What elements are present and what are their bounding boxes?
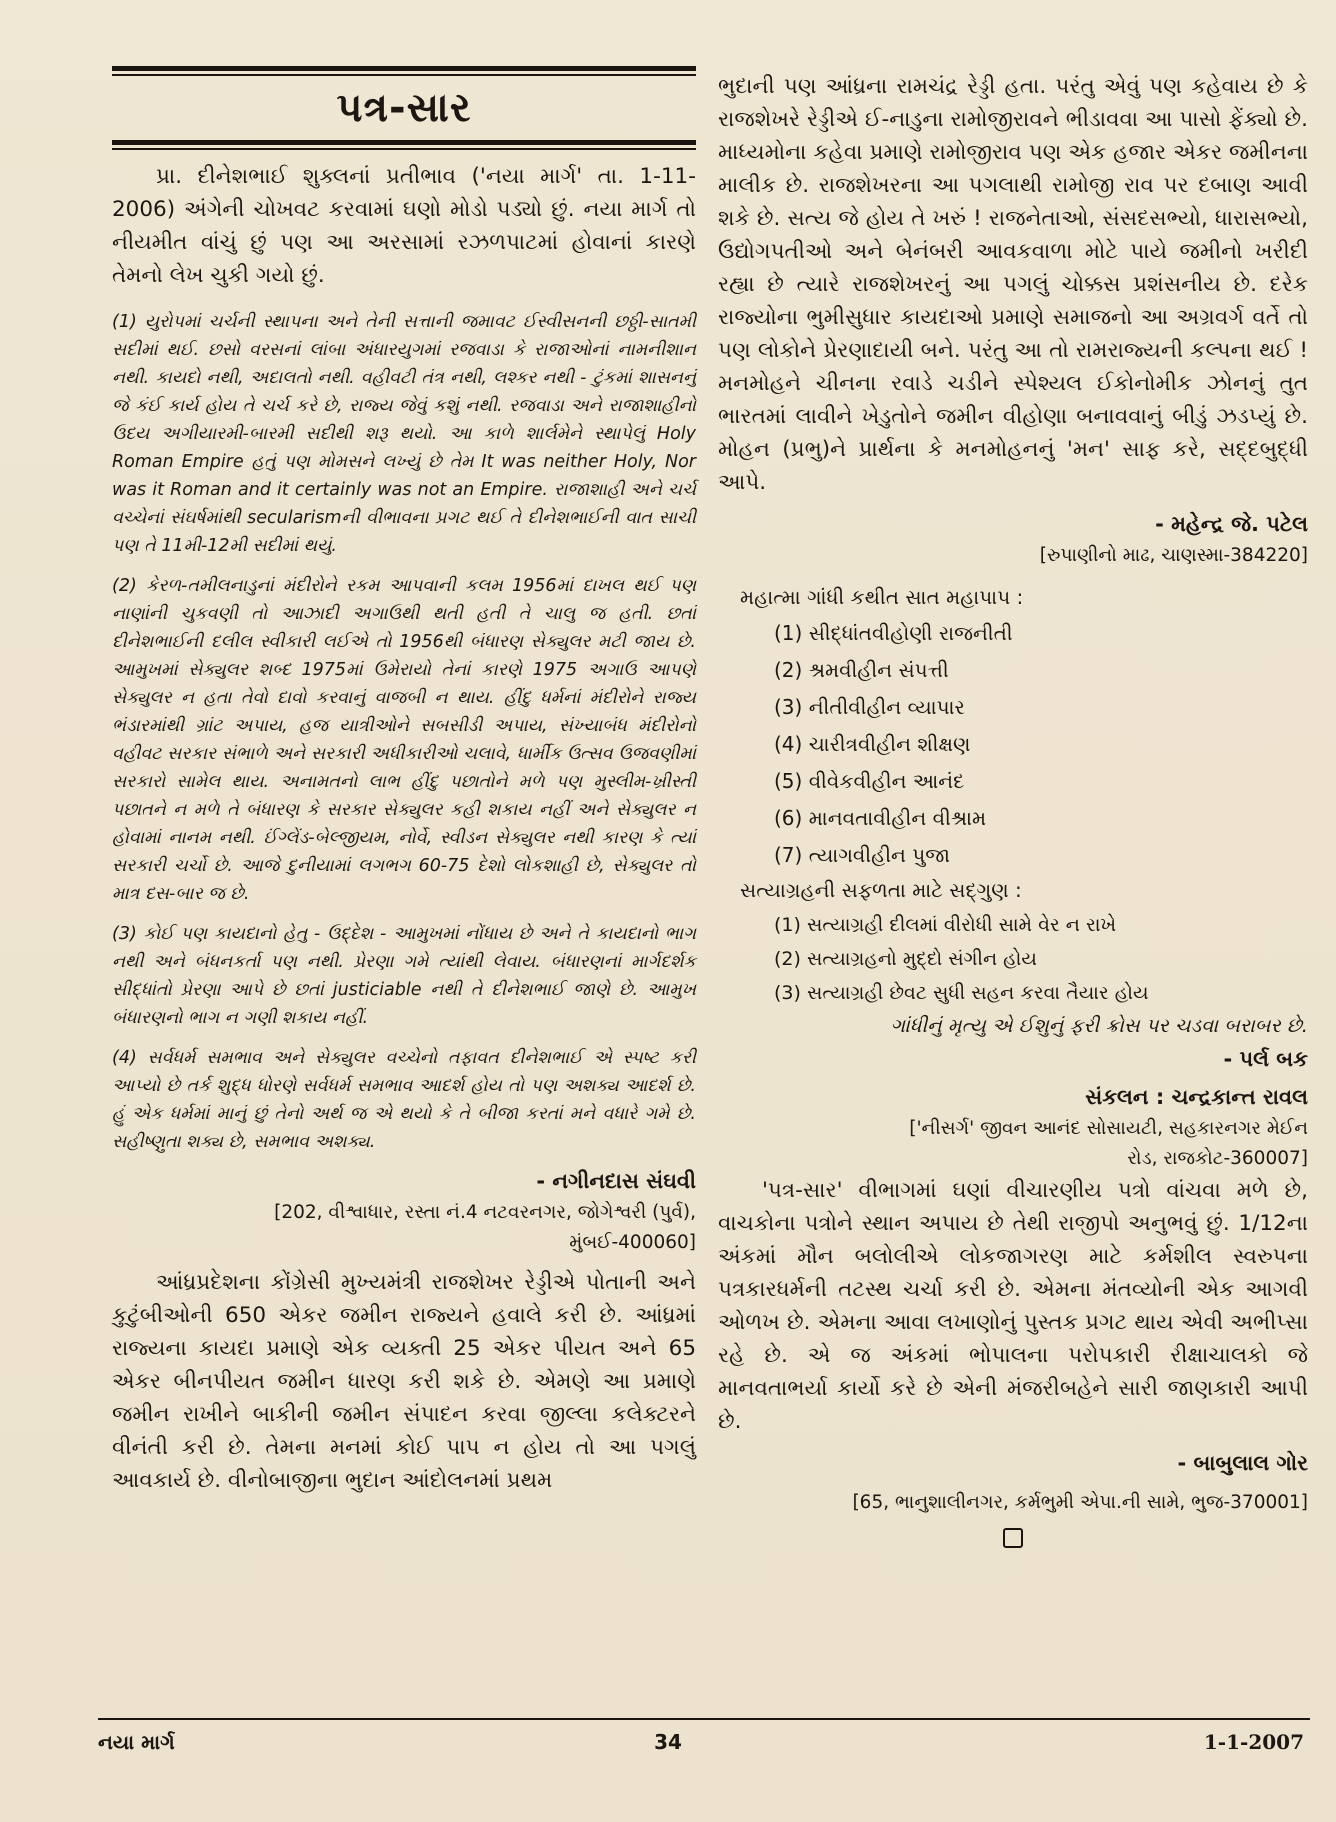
footer-rule (98, 1718, 1310, 1720)
sin-item: (6) માનવતાવીહીન વીશ્રામ (774, 806, 987, 830)
letter-intro: પ્રા. દીનેશભાઈ શુક્લનાં પ્રતીભાવ ('નયા માર્ગ' તા. 1-11-2006) અંગેની ચોખવટ કરવામાં ઘણો મોડો પડ્યો છું. નયા માર્ગ તો નીયમીત વાંચું છું પણ આ અરસામાં રઝળપાટમાં હોવાનાં કારણે તેમનો લેખ ચુકી ગયો છું. (112, 164, 696, 288)
signature-nagindas: - નગીનદાસ સંઘવી (536, 1169, 696, 1193)
virtues-title: સત્યાગ્રહની સફળતા માટે સદ્ગુણ : (740, 878, 1022, 902)
letter-andhra-continued: ભુદાની પણ આંધ્રના રામચંદ્ર રેડ્ડી હતા. પરંતુ એવું પણ કહેવાય છે કે રાજશેખરે રેડ્ડીએ ઈ-નાડુના રામોજીરાવને ભીડાવવા આ પાસો ફેંક્યો છે. માધ્યમોના કહેવા પ્રમાણે રામોજીરાવ પણ એક હજાર એકર જમીનના માલીક છે. રાજશેખરના આ પગલાથી રામોજી રાવ પર દબાણ આવી શકે છે. સત્ય જે હોય તે ખરું ! રાજનેતાઓ, સંસદસભ્યો, ધારાસભ્યો, ઉદ્યોગપતીઓ અને બેનંબરી આવકવાળા મોટે પાયે જમીનો ખરીદી રહ્યા છે ત્યારે રાજશેખરનું આ પગલું ચોક્કસ પ્રશંસનીય છે. દરેક રાજ્યોના ભુમીસુધાર કાયદાઓ પ્રમાણે સમાજનો આ અગ્રવર્ગ વર્તે તો પણ લોકોને પ્રેરણાદાયી બને. પરંતુ આ તો રામરાજ્યની કલ્પના થઈ ! મનમોહને ચીનના રવાડે ચડીને સ્પેશ્યલ ઈકોનોમીક ઝોનનું તુત ભારતમાં લાવીને ખેડુતોને જમીન વીહોણા બનાવવાનું બીડું ઝડપ્યું છે. મોહન (પ્રભુ)ને પ્રાર્થના કે મનમોહનનું 'મન' સાફ કરે, સદ્દબુદ્ધી આપે. (718, 74, 1308, 495)
title-bottom-rule (112, 140, 696, 145)
virtue-item: (1) સત્યાગ્રહી દીલમાં વીરોધી સામે વેર ન રાખે (774, 914, 1117, 936)
signature-babulal: - બાબુલાલ ગોર (1177, 1451, 1308, 1475)
address-mahendra: [રુપાણીનો માઢ, ચાણસ્મા-384220] (1039, 545, 1308, 566)
gandhi-quote: ગાંધીનું મૃત્યુ એ ઈશુનું ફરી ક્રોસ પર ચડવા બરાબર છે. (890, 1014, 1308, 1037)
compiler-credit: સંકલન : ચન્દ્રકાન્ત રાવલ (1085, 1085, 1308, 1109)
sin-item: (1) સીદ્ધાંતવીહોણી રાજનીતી (774, 621, 1013, 645)
section-title: પત્ર-સાર (336, 85, 472, 131)
seven-sins-list (718, 615, 1308, 874)
footer-issue-date: 1-1-2007 (1203, 1730, 1304, 1754)
virtue-item: (2) સત્યાગ્રહનો મુદ્દો સંગીન હોય (774, 948, 1037, 970)
address-babulal: [65, ભાનુશાલીનગર, કર્મભુમી એપા.ની સામે, ભુજ-370001] (852, 1492, 1308, 1513)
letter-point-3: (3) કોઈ પણ કાયદાનો હેતુ - ઉદ્દેશ - આમુખમાં નોંધાય છે અને તે કાયદાનો ભાગ નથી અને બંધનકર્તા પણ નથી. પ્રેરણા ગમે ત્યાંથી લેવાય. બંધારણનાં માર્ગદર્શક સીદ્ધાંતો પ્રેરણા આપે છે છતાં justiciable નથી તે દીનેશભાઈ જાણે છે. આમુખ બંધારણનો ભાગ ન ગણી શકાય નહીં. (112, 924, 696, 1028)
right-column (718, 70, 1308, 1548)
address-nagindas-line2: મુંબઈ-400060] (569, 1232, 696, 1253)
address-compiler-line1: ['નીસર્ગ' જીવન આનંદ સોસાયટી, સહકારનગર મેઈન (909, 1118, 1308, 1139)
sin-item: (5) વીવેકવીહીન આનંદ (774, 769, 965, 793)
letter-point-2: (2) કેરળ-તમીલનાડુનાં મંદીરોને રકમ આપવાની કલમ 1956માં દાખલ થઈ પણ નાણાંની ચુકવણી તો આઝાદી અગાઉથી થતી હતી તે ચાલુ જ હતી. છતાં દીનેશભાઈની દલીલ સ્વીકારી લઈએ તો 1956થી બંધારણ સેક્યુલર મટી જાય છે. આમુખમાં સેક્યુલર શબ્દ 1975માં ઉમેરાયો તેનાં કારણે 1975 અગાઉ આપણે સેક્યુલર ન હતા તેવો દાવો કરવાનું વાજબી ન થાય. હીંદુ ધર્મનાં મંદીરોને રાજ્ય ભંડારમાંથી ગ્રાંટ અપાય, હજ યાત્રીઓને સબસીડી અપાય, સંખ્યાબંધ મંદીરોનો વહીવટ સરકાર સંભાળે અને સરકારી અધીકારીઓ ચલાવે, ધાર્મીક ઉત્સવ ઉજવણીમાં સરકારો સામેલ થાય. અનામતનો લાભ હીંદુ પછાતોને મળે પણ મુસ્લીમ-ખ્રીસ્તી પછાતને ન મળે તે બંધારણ કે સરકાર સેક્યુલર કહી શકાય નહીં અને સેક્યુલર ન હોવામાં નાનમ નથી. ઈંગ્લેંડ-બેલ્જીયમ, નોર્વે, સ્વીડન સેક્યુલર નથી કારણ કે ત્યાં સરકારી ચર્ચો છે. આજે દુનીયામાં લગભગ 60-75 દેશો લોકશાહી છે, સેક્યુલર તો માત્ર દસ-બાર જ છે. (112, 576, 696, 904)
sin-item: (3) નીતીવીહીન વ્યાપાર (774, 695, 965, 719)
title-top-rule (112, 66, 696, 71)
letter-point-1: (1) યુરોપમાં ચર્ચની સ્થાપના અને તેની સત્તાની જમાવટ ઈસ્વીસનની છઠ્ઠી-સાતમી સદીમાં થઈ. છસો વરસનાં લાંબા અંધારયુગમાં રજવાડા કે રાજાઓનાં નામનીશાન નથી. કાયદો નથી, અદાલતો નથી. વહીવટી તંત્ર નથી, લશ્કર નથી - ટુંકમાં શાસનનું જે કંઈ કાર્ય હોય તે ચર્ચ કરે છે, રાજ્ય જેવું કશું નથી. રજવાડા અને રાજાશાહીનો ઉદય અગીયારમી-બારમી સદીથી શરૂ થયો. આ કાળે શાર્લમેને સ્થાપેલું Holy Roman Empire હતું પણ મોમસને લખ્યું છે તેમ It was neither Holy, Nor was it Roman and it certainly was not an Empire. રાજાશાહી અને ચર્ચ વચ્ચેનાં સંઘર્ષમાંથી secularismની વીભાવના પ્રગટ થઈ તે દીનેશભાઈની વાત સાચી પણ તે 11મી-12મી સદીમાં થયું. (112, 312, 696, 556)
quote-author: - પર્લ બક (1223, 1047, 1308, 1071)
sin-item: (4) ચારીત્રવીહીન શીક્ષણ (774, 732, 971, 756)
left-column (112, 66, 696, 1497)
letter-point-4: (4) સર્વધર્મ સમભાવ અને સેક્યુલર વચ્ચેનો તફાવત દીનેશભાઈ એ સ્પષ્ટ કરી આપ્યો છે તર્ક શુદ્ધ ધોરણે સર્વધર્મ સમભાવ આદર્શ હોય તો પણ અશક્ય આદર્શ છે. હું એક ધર્મમાં માનું છું તેનો અર્થ જ એ થયો કે તે બીજા કરતાં મને વધારે ગમે છે. સહીષ્ણુતા શક્ય છે, સમભાવ અશક્ય. (112, 1048, 696, 1152)
sin-item: (7) ત્યાગવીહીન પુજા (774, 843, 951, 867)
signature-mahendra: - મહેન્દ્ર જે. પટેલ (1155, 512, 1308, 536)
virtues-list (718, 908, 1308, 1010)
seven-sins-title: મહાત્મા ગાંધી કથીત સાત મહાપાપ : (740, 585, 1024, 609)
end-mark-icon (1003, 1528, 1023, 1548)
footer-page-number: 34 (654, 1730, 682, 1754)
virtue-item: (3) સત્યાગ્રહી છેવટ સુધી સહન કરવા તૈયાર હોય (774, 982, 1149, 1004)
letter-patra-sar: 'પત્ર-સાર' વીભાગમાં ઘણાં વીચારણીય પત્રો વાંચવા મળે છે, વાચકોના પત્રોને સ્થાન અપાય છે તેથી રાજીપો અનુભવું છું. 1/12ના અંકમાં મૌન બલોલીએ લોકજાગરણ માટે કર્મશીલ સ્વરુપના પત્રકારધર્મની તટસ્થ ચર્ચા કરી છે. એમના મંતવ્યોની એક આગવી ઓળખ છે. એમના આવા લખાણોનું પુસ્તક પ્રગટ થાય એવી અભીપ્સા રહે છે. એ જ અંકમાં ભોપાલના પરોપકારી રીક્ષાચાલકો જે માનવતાભર્યા કાર્યો કરે છે એની મંજરીબહેને સારી જાણકારી આપી છે. (718, 1178, 1308, 1434)
footer-magazine-name: નયા માર્ગ (98, 1730, 175, 1754)
address-nagindas-line1: [202, વીશ્વાધાર, રસ્તા નં.4 નટવરનગર, જોગેશ્વરી (પુર્વ), (274, 1202, 696, 1223)
address-compiler-line2: રોડ, રાજકોટ-360007] (1127, 1148, 1308, 1169)
letter-andhra: આંધ્રપ્રદેશના કોંગ્રેસી મુખ્યમંત્રી રાજશેખર રેડ્ડીએ પોતાની અને કુટુંબીઓની 650 એકર જમીન રાજ્યને હવાલે કરી છે. આંધ્રમાં રાજ્યના કાયદા પ્રમાણે એક વ્યક્તી 25 એકર પીયત અને 65 એકર બીનપીયત જમીન ધારણ કરી શકે છે. એમણે આ પ્રમાણે જમીન રાખીને બાકીની જમીન સંપાદન કરવા જીલ્લા કલેક્ટરને વીનંતી કરી છે. તેમના મનમાં કોઈ પાપ ન હોય તો આ પગલું આવકાર્ય છે. વીનોબાજીના ભુદાન આંદોલનમાં પ્રથમ (112, 1270, 696, 1493)
sin-item: (2) શ્રમવીહીન સંપત્તી (774, 658, 949, 682)
title-bottom-rule-thin (112, 148, 696, 150)
